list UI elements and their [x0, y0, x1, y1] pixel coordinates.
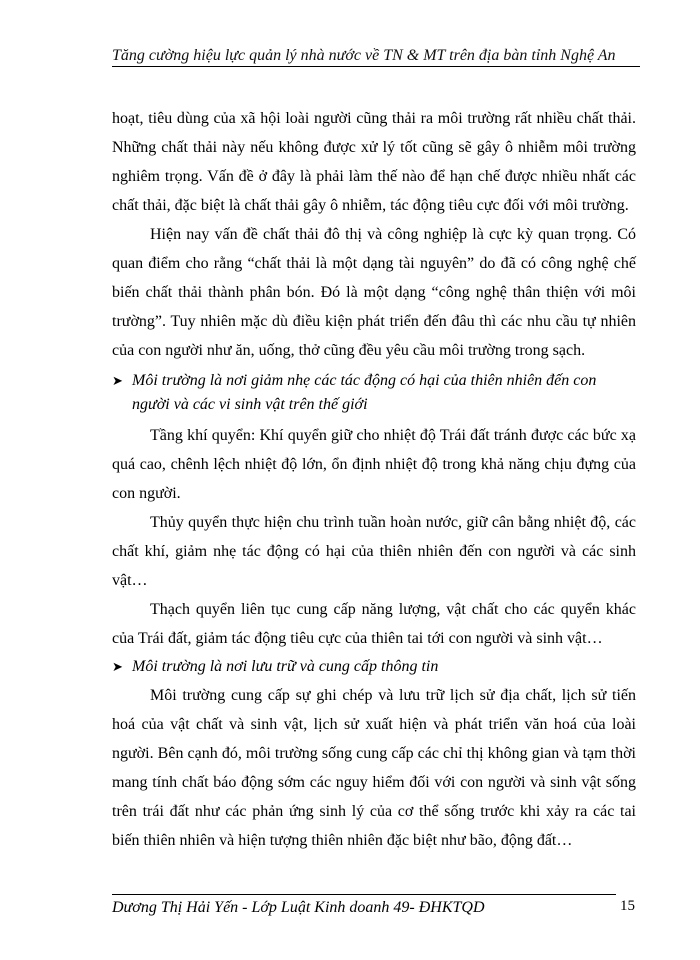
- paragraph-5: Thạch quyển liên tục cung cấp năng lượng, vật chất cho các quyển khác của Trái đất, giảm tác động tiêu cực của thiên tai tới con người và sinh vật…: [112, 601, 636, 647]
- footer-rule: [112, 894, 616, 895]
- arrowhead-bullet-icon: ➤: [112, 659, 123, 674]
- running-header: Tăng cường hiệu lực quản lý nhà nước về TN & MT trên địa bàn tỉnh Nghệ An: [112, 47, 616, 64]
- bullet-heading-2: [112, 655, 636, 679]
- footer-author: Dương Thị Hải Yến - Lớp Luật Kinh doanh 49- ĐHKTQD: [112, 899, 485, 916]
- paragraph-6: Môi trường cung cấp sự ghi chép và lưu trữ lịch sử địa chất, lịch sử tiến hoá của vật chất và sinh vật, lịch sử xuất hiện và phát triển văn hoá của loài người. Bên cạnh đó, môi trường sống cung cấp các chỉ thị không gian và tạm thời mang tính chất báo động sớm các nguy hiểm đối với con người và sinh vật sống trên trái đất như các phản ứng sinh lý của cơ thể sống trước khi xảy ra các tai biến thiên nhiên và hiện tượng thiên nhiên đặc biệt như bão, động đất…: [112, 687, 636, 849]
- header-rule: [112, 66, 640, 67]
- arrowhead-bullet-icon: ➤: [112, 373, 123, 388]
- bullet-heading-1-text: Môi trường là nơi giảm nhẹ các tác động có hại của thiên nhiên đến con người và các vi sinh vật trên thế giới: [132, 372, 597, 413]
- bullet-heading-1: [112, 369, 636, 417]
- paragraph-3: Tầng khí quyển: Khí quyển giữ cho nhiệt độ Trái đất tránh được các bức xạ quá cao, chênh lệch nhiệt độ lớn, ổn định nhiệt độ trong khả năng chịu đựng của con người.: [112, 427, 636, 502]
- paragraph-2: Hiện nay vấn đề chất thải đô thị và công nghiệp là cực kỳ quan trọng. Có quan điểm cho rằng “chất thải là một dạng tài nguyên” do đã có công nghệ chế biến chất thải thành phân bón. Đó là một dạng “công nghệ thân thiện với môi trường”. Tuy nhiên mặc dù điều kiện phát triển đến đâu thì các nhu cầu tự nhiên của con người như ăn, uống, thở cũng đều yêu cầu môi trường trong sạch.: [112, 226, 636, 359]
- page-body: [112, 104, 636, 855]
- bullet-heading-2-text: Môi trường là nơi lưu trữ và cung cấp thông tin: [132, 658, 439, 675]
- paragraph-1: hoạt, tiêu dùng của xã hội loài người cũng thải ra môi trường rất nhiều chất thải. Những chất thải này nếu không được xử lý tốt cũng sẽ gây ô nhiễm môi trường nghiêm trọng. Vấn đề ở đây là phải làm thế nào để hạn chế được nhiều nhất các chất thải, đặc biệt là chất thải gây ô nhiễm, tác động tiêu cực đối với môi trường.: [112, 110, 636, 214]
- paragraph-4: Thủy quyển thực hiện chu trình tuần hoàn nước, giữ cân bằng nhiệt độ, các chất khí, giảm nhẹ tác động có hại của thiên nhiên đến con người và các sinh vật…: [112, 514, 636, 589]
- page-number: 15: [620, 898, 635, 914]
